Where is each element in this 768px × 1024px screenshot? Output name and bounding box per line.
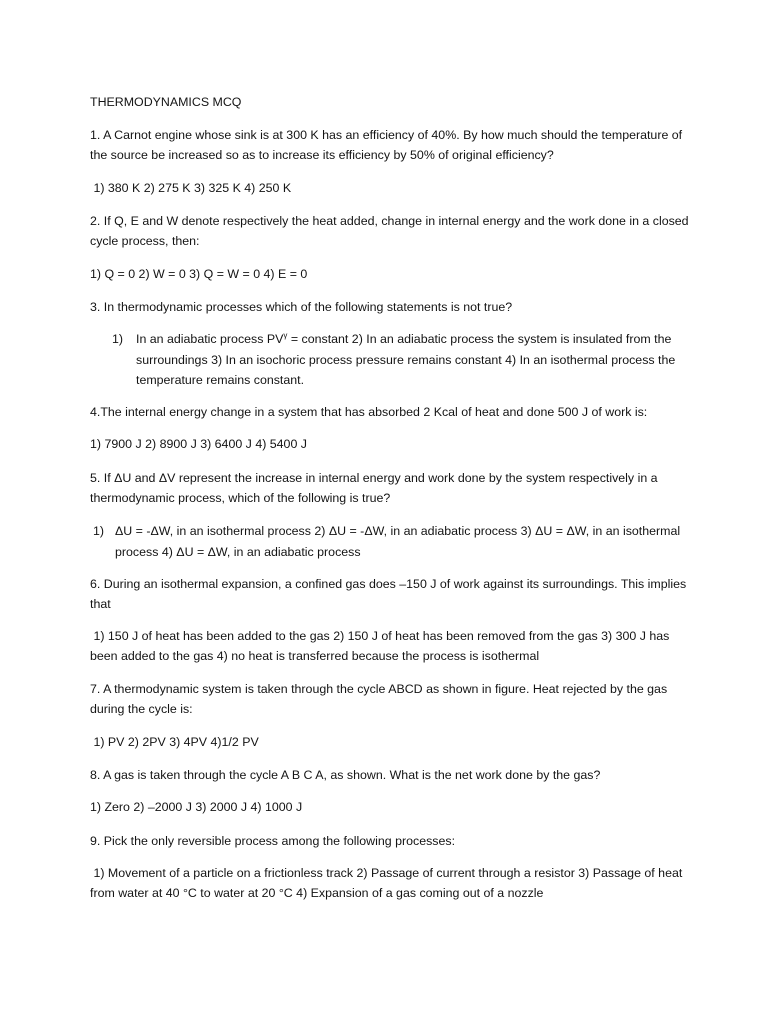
question-8-options: 1) Zero 2) –2000 J 3) 2000 J 4) 1000 J [90, 800, 303, 814]
question-2-options: 1) Q = 0 2) W = 0 3) Q = W = 0 4) E = 0 [90, 267, 308, 281]
question-4-options: 1) 7900 J 2) 8900 J 3) 6400 J 4) 5400 J [90, 437, 307, 451]
question-9-text: 9. Pick the only reversible process among the following processes: [90, 834, 456, 848]
question-2-text: 2. If Q, E and W denote respectively the heat added, change in internal energy and the work done in a closed cycle process, then: [90, 214, 689, 248]
question-1-options: 1) 380 K 2) 275 K 3) 325 K 4) 250 K [90, 181, 292, 195]
question-5-text: 5. If ΔU and ΔV represent the increase in internal energy and work done by the system respectively in a thermodynamic process, which of the following is true? [90, 471, 658, 505]
question-9-options: 1) Movement of a particle on a frictionless track 2) Passage of current through a resistor 3) Passage of heat from water at 40 °C to water at 20 °C 4) Expansion of a gas coming out of a nozzle [90, 866, 686, 900]
question-5-list-number: 1) [93, 524, 105, 538]
question-7-options: 1) PV 2) 2PV 3) 4PV 4)1/2 PV [90, 735, 259, 749]
question-3-options-pre: In an adiabatic process PV [136, 332, 284, 346]
question-5-options [115, 521, 695, 562]
question-1-text: 1. A Carnot engine whose sink is at 300 K has an efficiency of 40%. By how much should the temperature of the source be increased so as to increase its efficiency by 50% of original efficiency? [90, 128, 683, 162]
question-3-text: 3. In thermodynamic processes which of the following statements is not true? [90, 300, 513, 314]
question-8-text: 8. A gas is taken through the cycle A B C A, as shown. What is the net work done by the gas? [90, 768, 601, 782]
document-title: THERMODYNAMICS MCQ [90, 95, 242, 109]
question-6-text: 6. During an isothermal expansion, a confined gas does –150 J of work against its surroundings. This implies that [90, 577, 687, 611]
question-4-text: 4.The internal energy change in a system that has absorbed 2 Kcal of heat and done 500 J of work is: [90, 405, 648, 419]
question-7-text: 7. A thermodynamic system is taken through the cycle ABCD as shown in figure. Heat rejected by the gas during the cycle is: [90, 682, 668, 716]
question-3-list-number: 1) [112, 332, 124, 346]
question-6-options: 1) 150 J of heat has been added to the gas 2) 150 J of heat has been removed from the gas 3) 300 J has been added to the gas 4) no heat is transferred because the process is isothermal [90, 629, 673, 663]
question-3-options [136, 329, 692, 391]
question-5-options-text: ΔU = -ΔW, in an isothermal process 2) ΔU = -ΔW, in an adiabatic process 3) ΔU = ΔW, in an isothermal process 4) ΔU = ΔW, in an adiabatic process [115, 524, 681, 559]
gamma-superscript: γ [283, 330, 288, 340]
question-3-options-post: = constant 2) In an adiabatic process the system is insulated from the surroundings 3) In an isochoric process pressure remains constant 4) In an isothermal process the temperature remains constant. [136, 332, 676, 387]
